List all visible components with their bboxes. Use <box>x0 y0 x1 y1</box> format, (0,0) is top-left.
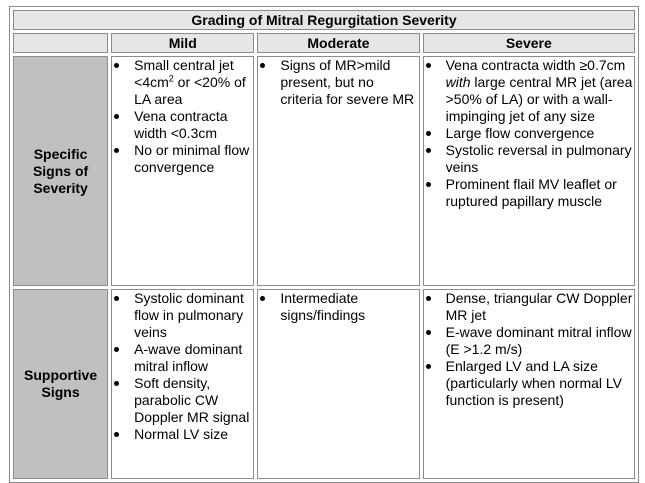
bullet-icon <box>426 63 431 68</box>
list-item-text: Normal LV size <box>134 426 229 442</box>
bullet-icon <box>114 63 119 68</box>
list-item-text: Signs of MR>mild present, but no criteria for severe MR <box>280 57 415 107</box>
list-item <box>112 375 253 426</box>
list-item <box>424 290 634 324</box>
bullet-list <box>258 290 418 324</box>
column-header-severe: Severe <box>423 33 635 53</box>
list-item <box>424 324 634 358</box>
list-item-text: A-wave dominant mitral inflow <box>134 341 243 374</box>
bullet-icon <box>114 296 119 301</box>
cell-specific-mild <box>111 56 254 286</box>
bullet-list <box>112 290 253 443</box>
row-header-line: Specific <box>33 145 88 162</box>
table-title: Grading of Mitral Regurgitation Severity <box>13 10 635 30</box>
bullet-list <box>424 57 634 210</box>
bullet-icon <box>426 131 431 136</box>
row-header-line: Severity <box>33 179 88 196</box>
cell-supportive-moderate <box>257 289 419 479</box>
list-item-text: Soft density, parabolic CW Doppler MR signal <box>134 375 250 425</box>
bullet-icon <box>426 364 431 369</box>
row-header-supportive-signs <box>13 289 108 479</box>
list-item <box>424 57 634 125</box>
emphasis-text: with <box>445 74 471 90</box>
list-item-text: or <20% of LA area <box>134 74 246 107</box>
column-header-mild: Mild <box>111 33 254 53</box>
table-row <box>13 56 635 286</box>
list-item-text: E-wave dominant mitral inflow (E >1.2 m/s) <box>445 324 632 357</box>
list-item-text: Large flow convergence <box>445 125 595 141</box>
list-item <box>112 426 253 443</box>
table-row <box>13 289 635 479</box>
bullet-list <box>112 57 253 176</box>
corner-header <box>13 33 108 53</box>
list-item <box>112 290 253 341</box>
bullet-icon <box>114 432 119 437</box>
list-item-text: Dense, triangular CW Doppler MR jet <box>445 290 633 323</box>
list-item-text: large central MR jet (area >50% of LA) or with a wall-impinging jet of any size <box>445 74 633 124</box>
cell-supportive-mild <box>111 289 254 479</box>
bullet-icon <box>426 148 431 153</box>
list-item <box>424 125 634 142</box>
column-header-moderate: Moderate <box>257 33 419 53</box>
list-item <box>258 290 418 324</box>
bullet-icon <box>260 296 265 301</box>
cell-specific-severe <box>423 56 635 286</box>
bullet-icon <box>260 63 265 68</box>
bullet-list <box>424 290 634 409</box>
bullet-icon <box>426 182 431 187</box>
list-item <box>112 341 253 375</box>
bullet-icon <box>426 330 431 335</box>
list-item <box>424 358 634 409</box>
mr-grading-table <box>9 6 639 483</box>
cell-supportive-severe <box>423 289 635 479</box>
list-item-text: No or minimal flow convergence <box>134 142 250 175</box>
list-item <box>424 142 634 176</box>
bullet-icon <box>114 381 119 386</box>
bullet-icon <box>114 114 119 119</box>
bullet-list <box>258 57 418 108</box>
superscript: 2 <box>168 73 174 84</box>
list-item-text: Prominent flail MV leaflet or ruptured papillary muscle <box>445 176 617 209</box>
bullet-icon <box>114 347 119 352</box>
bullet-icon <box>426 296 431 301</box>
row-header-line: Signs <box>41 384 80 400</box>
list-item-text: Systolic reversal in pulmonary veins <box>445 142 632 175</box>
list-item-text: Enlarged LV and LA size (particularly when normal LV function is present) <box>445 358 622 408</box>
list-item-text: Vena contracta width ≥0.7cm <box>445 57 626 73</box>
list-item-text: Small central jet <4cm <box>134 57 234 90</box>
list-item <box>258 57 418 108</box>
list-item <box>424 176 634 210</box>
row-header-specific-signs <box>13 56 108 286</box>
row-header-line: Supportive <box>24 367 98 383</box>
list-item-text: Vena contracta width <0.3cm <box>134 108 228 141</box>
list-item <box>112 142 253 176</box>
list-item <box>112 57 253 108</box>
list-item-text: Intermediate signs/findings <box>280 290 366 323</box>
list-item <box>112 108 253 142</box>
bullet-icon <box>114 148 119 153</box>
list-item-text: Systolic dominant flow in pulmonary veins <box>134 290 244 340</box>
cell-specific-moderate <box>257 56 419 286</box>
row-header-line: Signs of <box>32 162 89 179</box>
